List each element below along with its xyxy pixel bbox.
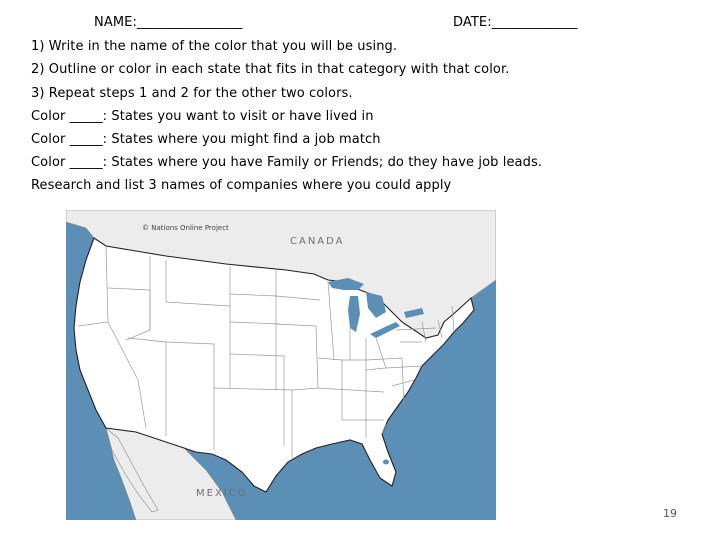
- instruction-step-2: 2) Outline or color in each state that fits in that category with that color.: [31, 62, 510, 77]
- color-category-family-friends: Color _____: States where you have Family or Friends; do they have job leads.: [31, 155, 543, 170]
- lake-okeechobee: [383, 460, 389, 465]
- research-companies-instruction: Research and list 3 names of companies where you could apply: [31, 178, 452, 193]
- name-field-line: NAME:________________: [94, 15, 243, 30]
- instruction-step-1: 1) Write in the name of the color that you will be using.: [31, 39, 398, 54]
- page-number: 19: [663, 507, 677, 520]
- map-credit: © Nations Online Project: [142, 224, 229, 232]
- color-category-visit: Color _____: States you want to visit or have lived in: [31, 109, 374, 124]
- instruction-step-3: 3) Repeat steps 1 and 2 for the other two colors.: [31, 86, 353, 101]
- date-field-line: DATE:_____________: [453, 15, 578, 30]
- us-outline-map: [66, 210, 496, 520]
- mexico-label: MEXICO: [196, 488, 248, 499]
- canada-label: CANADA: [290, 236, 345, 247]
- color-category-job-match: Color _____: States where you might find a job match: [31, 132, 381, 147]
